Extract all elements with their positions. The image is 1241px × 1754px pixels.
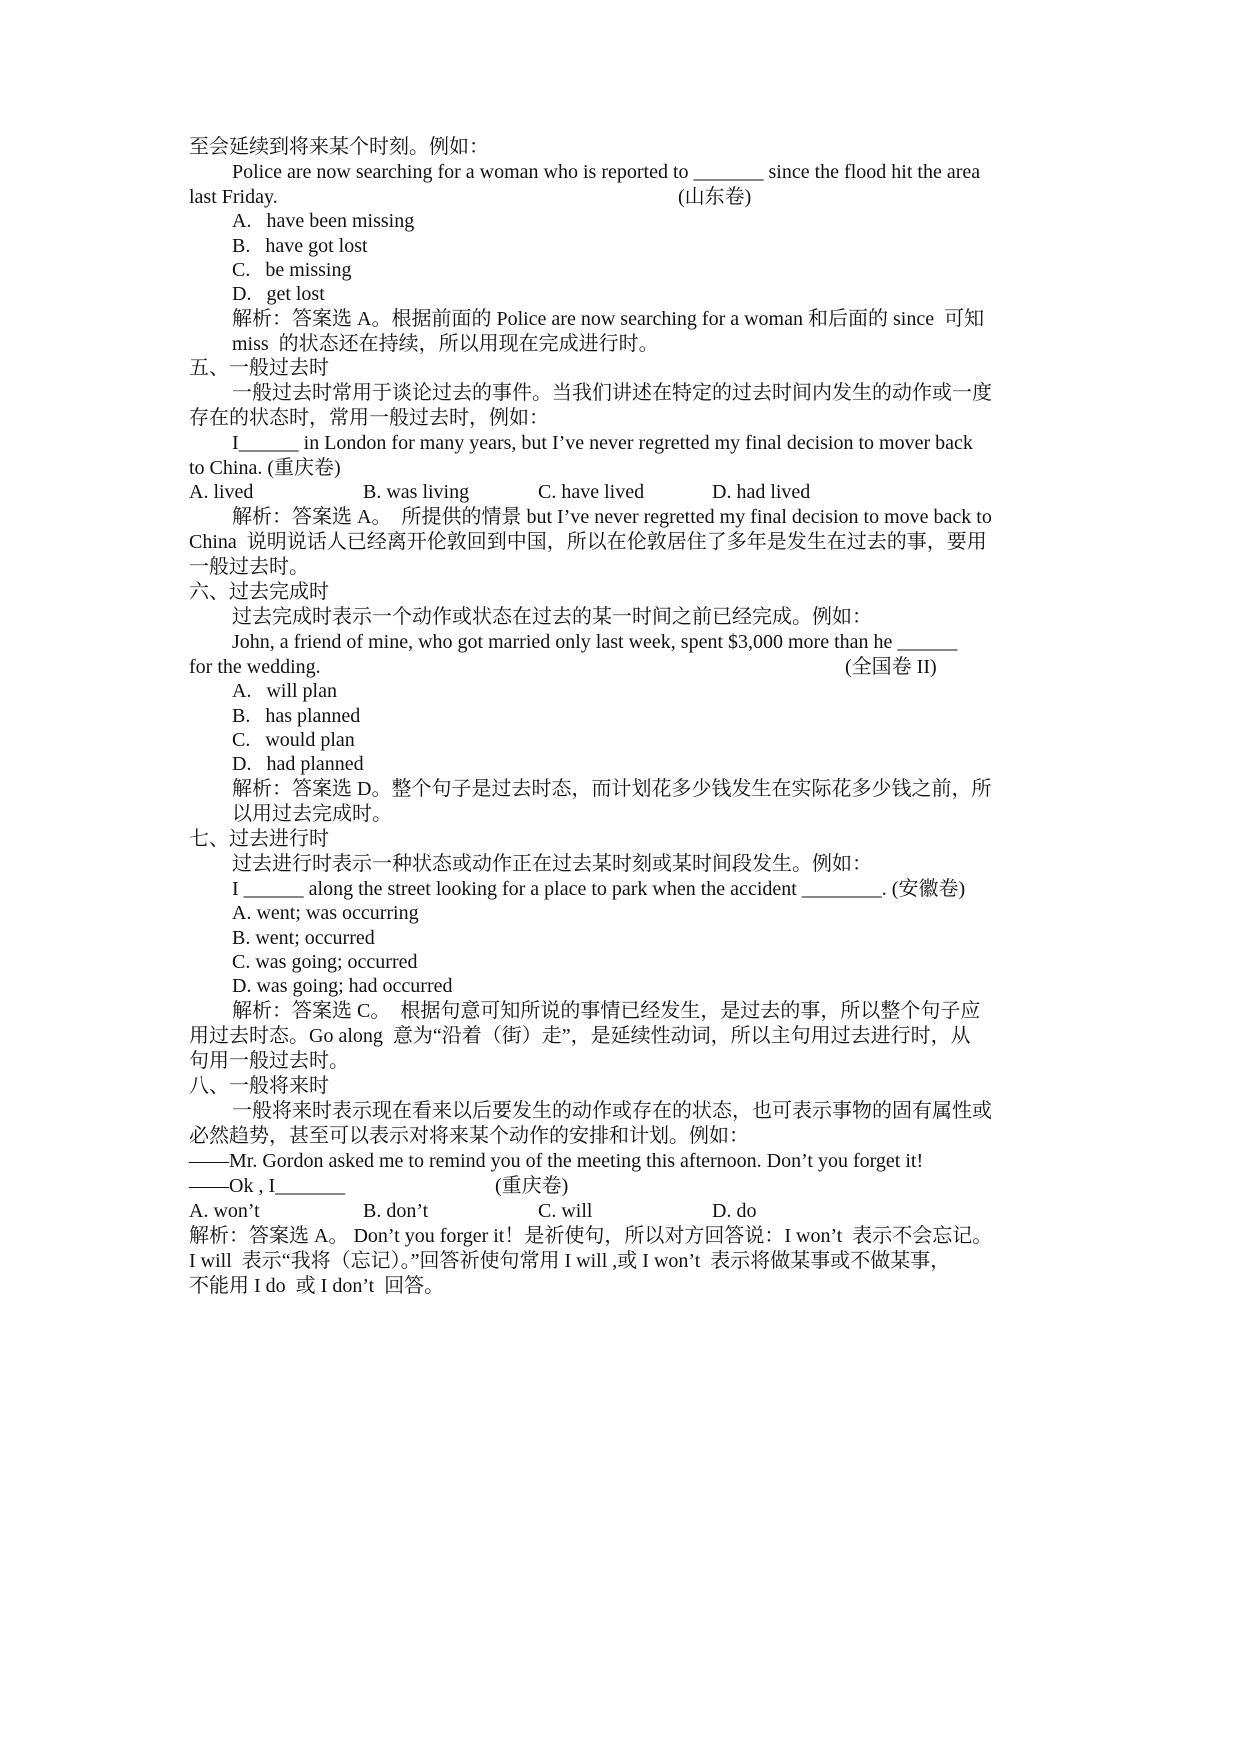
question-line: John, a friend of mine, who got married only last week, spent $3,000 more than he ______ bbox=[232, 631, 958, 653]
option-b: B. was living bbox=[363, 481, 470, 503]
option-a: A. won’t bbox=[189, 1200, 260, 1222]
analysis-line: 解析：答案选 C。 根据句意可知所说的事情已经发生，是过去的事，所以整个句子应 bbox=[232, 1000, 981, 1022]
section-heading: 六、过去完成时 bbox=[189, 581, 329, 603]
option-line: C. would plan bbox=[232, 729, 355, 751]
analysis-line: miss 的状态还在持续，所以用现在完成进行时。 bbox=[232, 333, 659, 355]
question-line: I______ in London for many years, but I’ve never regretted my final decision to mover back bbox=[232, 432, 973, 454]
question-line: I ______ along the street looking for a place to park when the accident ________. (安徽卷) bbox=[232, 878, 966, 900]
option-line: C. be missing bbox=[232, 259, 352, 281]
source-label: (山东卷) bbox=[678, 186, 752, 208]
option-line: A. will plan bbox=[232, 680, 337, 702]
option-b: B. don’t bbox=[363, 1200, 429, 1222]
analysis-line: I will 表示“我将（忘记）。”回答祈使句常用 I will ,或 I won’t 表示将做某事或不做某事， bbox=[189, 1250, 951, 1272]
section-heading: 八、一般将来时 bbox=[189, 1075, 329, 1097]
option-d: D. do bbox=[712, 1200, 757, 1222]
option-a: A. lived bbox=[189, 481, 254, 503]
text-line: 存在的状态时，常用一般过去时，例如： bbox=[189, 407, 549, 429]
option-d: D. had lived bbox=[712, 481, 811, 503]
analysis-line: 解析：答案选 A。 Don’t you forger it！是祈使句，所以对方回答说：I won’t 表示不会忘记。 bbox=[189, 1225, 993, 1247]
source-label: (重庆卷) bbox=[495, 1175, 569, 1197]
option-c: C. have lived bbox=[538, 481, 645, 503]
question-line: last Friday. bbox=[189, 186, 278, 208]
option-line: B. have got lost bbox=[232, 235, 368, 257]
option-line: B. went; occurred bbox=[232, 927, 375, 949]
option-line: A. have been missing bbox=[232, 210, 415, 232]
option-line: D. had planned bbox=[232, 753, 364, 775]
analysis-line: 不能用 I do 或 I don’t 回答。 bbox=[189, 1275, 445, 1297]
analysis-line: 句用一般过去时。 bbox=[189, 1050, 349, 1072]
analysis-line: 一般过去时。 bbox=[189, 556, 309, 578]
section-heading: 五、一般过去时 bbox=[189, 357, 329, 379]
text-line: 过去进行时表示一种状态或动作正在过去某时刻或某时间段发生。例如： bbox=[232, 853, 872, 875]
analysis-line: 解析：答案选 A。根据前面的 Police are now searching for a woman 和后面的 since 可知 bbox=[232, 308, 985, 330]
source-label: (全国卷 II) bbox=[845, 656, 937, 678]
analysis-line: 以用过去完成时。 bbox=[232, 803, 392, 825]
option-line: D. was going; had occurred bbox=[232, 975, 453, 997]
section-heading: 七、过去进行时 bbox=[189, 828, 329, 850]
question-line: Police are now searching for a woman who is reported to _______ since the flood hit the area bbox=[232, 161, 981, 183]
analysis-line: 解析：答案选 D。整个句子是过去时态，而计划花多少钱发生在实际花多少钱之前，所 bbox=[232, 778, 992, 800]
text-line: 至会延续到将来某个时刻。例如： bbox=[189, 136, 489, 158]
option-line: A. went; was occurring bbox=[232, 902, 419, 924]
option-line: B. has planned bbox=[232, 705, 361, 727]
text-line: 一般将来时表示现在看来以后要发生的动作或存在的状态，也可表示事物的固有属性或 bbox=[232, 1100, 992, 1122]
analysis-line: 解析：答案选 A。 所提供的情景 but I’ve never regretted my final decision to move back to bbox=[232, 506, 992, 528]
option-c: C. will bbox=[538, 1200, 593, 1222]
text-line: 一般过去时常用于谈论过去的事件。当我们讲述在特定的过去时间内发生的动作或一度 bbox=[232, 382, 992, 404]
text-line: 过去完成时表示一个动作或状态在过去的某一时间之前已经完成。例如： bbox=[232, 606, 872, 628]
analysis-line: China 说明说话人已经离开伦敦回到中国，所以在伦敦居住了多年是发生在过去的事，要用 bbox=[189, 531, 987, 553]
text-line: 必然趋势，甚至可以表示对将来某个动作的安排和计划。例如： bbox=[189, 1125, 749, 1147]
option-line: D. get lost bbox=[232, 283, 325, 305]
dialogue-line: ——Mr. Gordon asked me to remind you of the meeting this afternoon. Don’t you forget it! bbox=[189, 1150, 924, 1172]
dialogue-line: ——Ok , I_______ bbox=[189, 1175, 346, 1197]
option-line: C. was going; occurred bbox=[232, 951, 418, 973]
analysis-line: 用过去时态。Go along 意为“沿着（街）走”，是延续性动词，所以主句用过去进行时，从 bbox=[189, 1025, 971, 1047]
question-line: for the wedding. bbox=[189, 656, 321, 678]
question-line: to China. (重庆卷) bbox=[189, 457, 341, 479]
